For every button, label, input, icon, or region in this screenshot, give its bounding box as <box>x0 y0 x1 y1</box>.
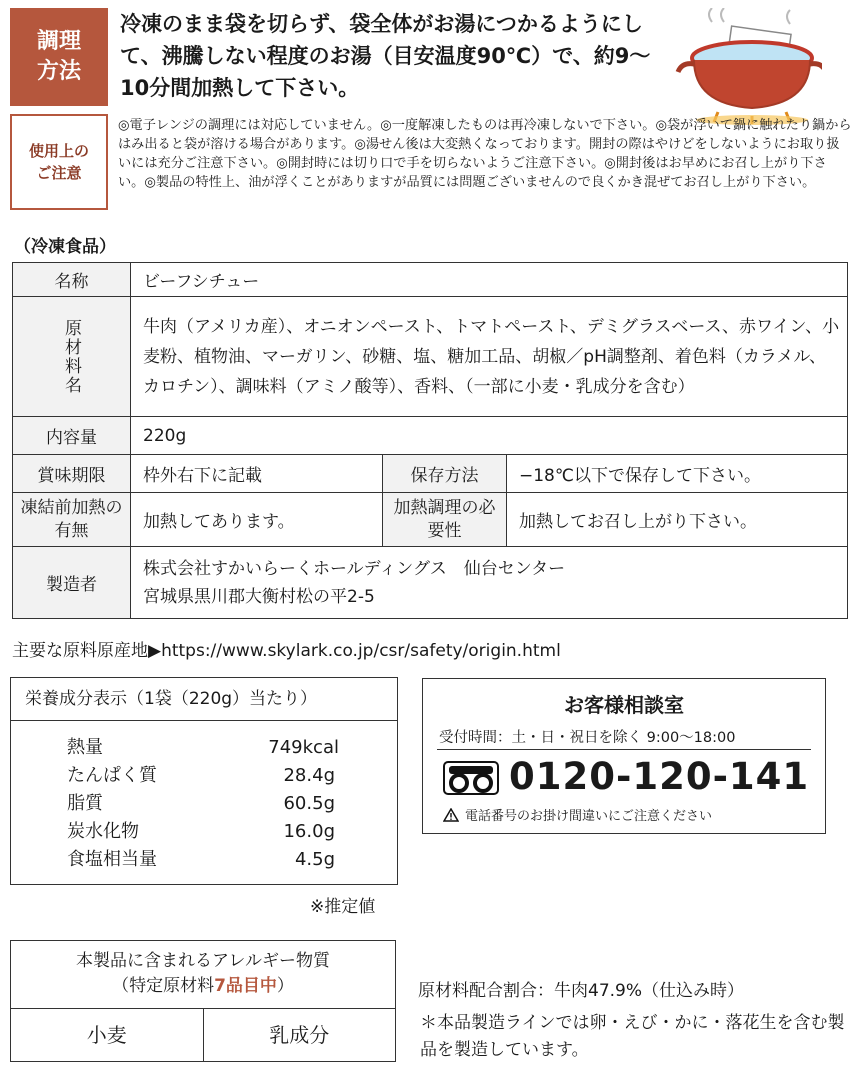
preheat-value: 加熱してあります。 <box>131 493 383 547</box>
nutrition-value: 749kcal <box>268 737 339 758</box>
cooking-pot-icon <box>672 8 822 126</box>
maker-address: 宮城県黒川郡大衡村松の平2-5 <box>143 586 375 607</box>
nutrition-row <box>11 790 399 818</box>
need-cook-label: 加熱調理の必要性 <box>383 493 507 547</box>
nutrition-row <box>11 734 399 762</box>
volume-label: 内容量 <box>13 417 131 455</box>
allergy-box <box>10 940 396 1062</box>
need-cook-value: 加熱してお召し上がり下さい。 <box>507 493 848 547</box>
expiry-value: 枠外右下に記載 <box>131 455 383 493</box>
support-title: お客様相談室 <box>564 693 684 717</box>
allergen-item: 乳成分 <box>203 1009 396 1061</box>
allergy-title: 本製品に含まれるアレルギー物質 <box>76 951 330 971</box>
nutrition-value: 4.5g <box>294 849 335 870</box>
ingredients-label: 原材料名 <box>13 297 131 417</box>
ingredient-ratio: 原材料配合割合：牛肉47.9%（仕込み時） <box>418 981 745 1001</box>
allergen-item: 小麦 <box>86 1023 127 1047</box>
support-note <box>443 805 712 824</box>
allergy-header <box>11 941 395 1009</box>
volume-value: 220g <box>131 417 848 455</box>
warning-icon <box>443 808 459 822</box>
spec-row-expiry <box>13 455 848 493</box>
free-dial-icon <box>443 761 499 795</box>
spec-row-maker <box>13 547 848 619</box>
storage-value: −18℃以下で保存して下さい。 <box>507 455 848 493</box>
cooking-method-badge: 調理 方法 <box>10 8 108 106</box>
caution-badge: 使用上の ご注意 <box>10 114 108 210</box>
nutrition-row <box>11 818 399 846</box>
spec-row-volume <box>13 417 848 455</box>
support-note-text: 電話番号のお掛け間違いにご注意ください <box>465 809 713 824</box>
estimate-note: ※推定値 <box>310 897 376 917</box>
name-value: ビーフシチュー <box>131 263 848 297</box>
support-hours: 受付時間：土・日・祝日を除く 9:00〜18:00 <box>439 730 736 746</box>
maker-company: 株式会社すかいらーくホールディングス 仙台センター <box>143 558 566 579</box>
allergy-count: 7品目中 <box>214 976 277 996</box>
cooking-method-text: 冷凍のまま袋を切らず、袋全体がお湯につかるようにして、沸騰しない程度のお湯（目安温度90℃）で、約9〜10分間加熱して下さい。 <box>120 12 651 100</box>
production-line-note: ＊本品製造ラインでは卵・えび・かに・落花生を含む製品を製造しています。 <box>420 1013 845 1060</box>
nutrition-row <box>11 846 399 874</box>
maker-value <box>131 547 848 619</box>
nutrition-title: 栄養成分表示（1袋（220g）当たり） <box>11 678 397 721</box>
spec-row-heating <box>13 493 848 547</box>
nutrition-panel <box>10 677 398 885</box>
spec-row-ingredients <box>13 297 848 417</box>
product-spec-table <box>12 262 848 619</box>
origin-note: 主要な原料原産地▶https://www.skylark.co.jp/csr/safety/origin.html <box>12 641 561 661</box>
storage-label: 保存方法 <box>383 455 507 493</box>
expiry-label: 賞味期限 <box>13 455 131 493</box>
nutrition-name: 熱量 <box>67 737 103 758</box>
customer-support-box <box>422 678 826 834</box>
frozen-food-label: （冷凍食品） <box>14 237 116 257</box>
nutrition-name: 脂質 <box>67 793 103 814</box>
nutrition-row <box>11 762 399 790</box>
nutrition-name: 食塩相当量 <box>67 849 157 870</box>
spec-row-name <box>13 263 848 297</box>
nutrition-value: 28.4g <box>283 765 335 786</box>
nutrition-value: 16.0g <box>283 821 335 842</box>
name-label: 名称 <box>13 263 131 297</box>
caution-text: ◎電子レンジの調理には対応していません。◎一度解凍したものは再冷凍しないで下さい。◎袋が浮いて鍋に触れたり鍋からはみ出ると袋が溶ける場合があります。◎湯せん後は大変熱くなっております。開封の際はやけどをしないようにお取り扱いには充分ご注意下さい。◎開封時には切り口で手を切らないようご注意下さい。◎開封後はお早めにお召し上がり下さい。◎製品の特性上、油が浮くことがありますが品質には問題ございませんので良くかき混ぜてお召し上がり下さい。 <box>118 118 852 190</box>
maker-label: 製造者 <box>13 547 131 619</box>
nutrition-value: 60.5g <box>283 793 335 814</box>
preheat-label: 凍結前加熱の有無 <box>13 493 131 547</box>
ingredients-value: 牛肉（アメリカ産）、オニオンペースト、トマトペースト、デミグラスベース、赤ワイン、小麦粉、植物油、マーガリン、砂糖、塩、糖加工品、胡椒／pH調整剤、着色料（カラメル、カロチン）、調味料（アミノ酸等）、香料、（一部に小麦・乳成分を含む） <box>131 297 848 417</box>
nutrition-name: 炭水化物 <box>67 821 139 842</box>
allergy-subtitle: （特定原材料7品目中） <box>112 976 294 996</box>
nutrition-name: たんぱく質 <box>67 765 157 786</box>
support-phone[interactable]: 0120-120-141 <box>509 755 810 798</box>
